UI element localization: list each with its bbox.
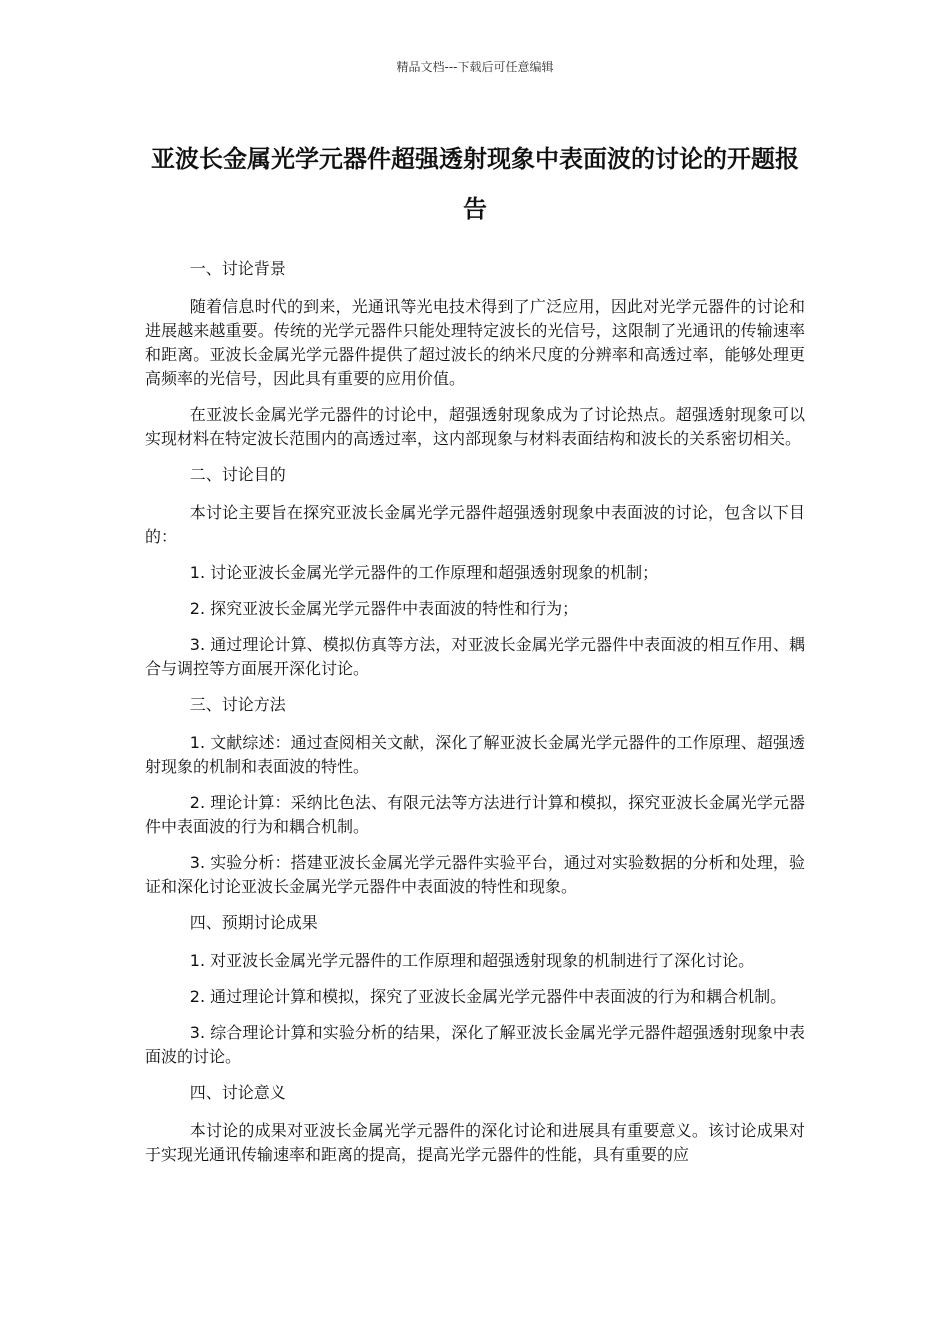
method-item-1: 1. 文献综述：通过查阅相关文献，深化了解亚波长金属光学元器件的工作原理、超强透射现象的机制和表面波的特性。	[145, 733, 805, 776]
paragraph-purpose-intro: 本讨论主要旨在探究亚波长金属光学元器件超强透射现象中表面波的讨论，包含以下目的：	[145, 503, 805, 546]
document-body	[145, 257, 805, 1179]
result-item-2: 2. 通过理论计算和模拟，探究了亚波长金属光学元器件中表面波的行为和耦合机制。	[189, 987, 787, 1006]
paragraph-background-1: 随着信息时代的到来，光通讯等光电技术得到了广泛应用，因此对光学元器件的讨论和进展越来越重要。传统的光学元器件只能处理特定波长的光信号，这限制了光通讯的传输速率和距离。亚波长金属光学元器件提供了超过波长的纳米尺度的分辨率和高透过率，能够处理更高频率的光信号，因此具有重要的应用价值。	[145, 297, 805, 388]
document-title: 亚波长金属光学元器件超强透射现象中表面波的讨论的开题报告	[151, 145, 799, 223]
method-item-3: 3. 实验分析：搭建亚波长金属光学元器件实验平台，通过对实验数据的分析和处理，验证和深化讨论亚波长金属光学元器件中表面波的特性和现象。	[145, 853, 805, 896]
result-item-3: 3. 综合理论计算和实验分析的结果，深化了解亚波长金属光学元器件超强透射现象中表面波的讨论。	[145, 1023, 805, 1066]
section-heading-significance: 四、讨论意义	[189, 1083, 286, 1102]
section-heading-expected-results: 四、预期讨论成果	[189, 913, 318, 932]
section-heading-methods: 三、讨论方法	[189, 695, 286, 714]
header-note: 精品文档---下载后可任意编辑	[396, 60, 554, 74]
paragraph-significance: 本讨论的成果对亚波长金属光学元器件的深化讨论和进展具有重要意义。该讨论成果对于实现光通讯传输速率和距离的提高，提高光学元器件的性能，具有重要的应	[145, 1121, 805, 1164]
paragraph-background-2: 在亚波长金属光学元器件的讨论中，超强透射现象成为了讨论热点。超强透射现象可以实现材料在特定波长范围内的高透过率，这内部现象与材料表面结构和波长的关系密切相关。	[145, 405, 805, 448]
method-item-2: 2. 理论计算：采纳比色法、有限元法等方法进行计算和模拟，探究亚波长金属光学元器件中表面波的行为和耦合机制。	[145, 793, 805, 836]
section-heading-purpose: 二、讨论目的	[189, 465, 286, 484]
purpose-item-2: 2. 探究亚波长金属光学元器件中表面波的特性和行为；	[189, 599, 579, 618]
section-heading-background: 一、讨论背景	[189, 259, 286, 278]
purpose-item-3: 3. 通过理论计算、模拟仿真等方法，对亚波长金属光学元器件中表面波的相互作用、耦合与调控等方面展开深化讨论。	[145, 635, 805, 678]
purpose-item-1: 1. 讨论亚波长金属光学元器件的工作原理和超强透射现象的机制；	[189, 563, 659, 582]
result-item-1: 1. 对亚波长金属光学元器件的工作原理和超强透射现象的机制进行了深化讨论。	[189, 951, 755, 970]
